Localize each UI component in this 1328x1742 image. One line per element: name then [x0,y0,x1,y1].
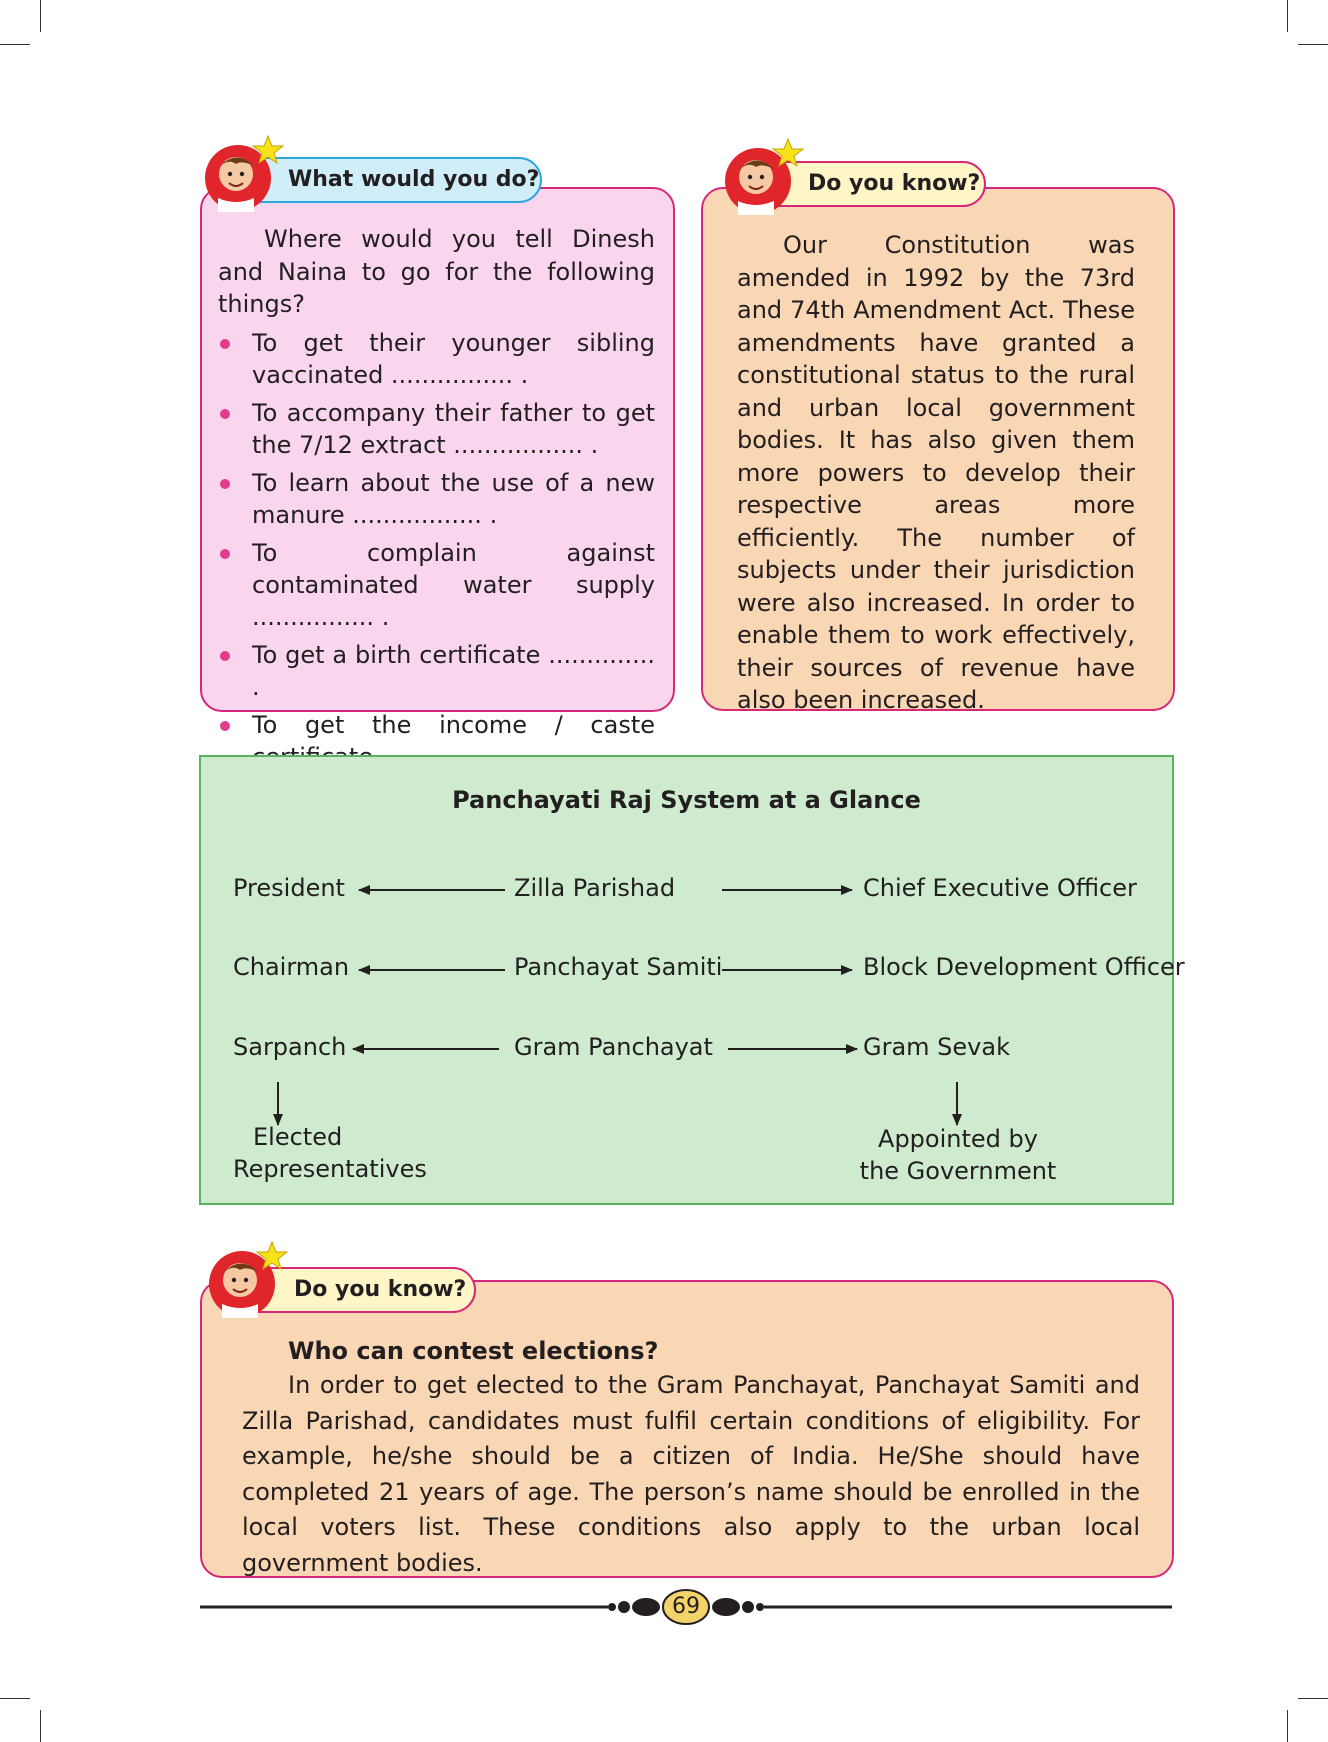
label-zilla-parishad: Zilla Parishad [514,874,676,902]
what-would-you-do-heading: What would you do? [208,157,542,203]
label-gram-sevak: Gram Sevak [863,1033,1010,1061]
do-you-know-heading-top: Do you know? [728,161,986,207]
activity-intro: Where would you tell Dinesh and Naina to go for the following things? [218,225,655,318]
list-item: To get a birth certificate .............. . [218,639,655,703]
list-item: To learn about the use of a new manure ................. . [218,467,655,531]
label-chairman: Chairman [233,953,350,981]
label-panchayat-samiti: Panchayat Samiti [514,953,723,981]
list-item: To get the income / caste [218,709,655,773]
label-gram-panchayat: Gram Panchayat [514,1033,713,1061]
constitution-amendment-text: Our Constitution was amended in 1992 by the 73rd and 74th Amendment Act. These amendments have granted a constitutional status to the rural and urban local government bodies. It has also given them more powers to develop their respective areas more efficiently. The number of subjects under their jurisdiction were also increased. In order to enable them to work effectively, their sources of revenue have also been increased. [737,231,1135,714]
label-representatives: Representatives [233,1155,427,1183]
label-appointed-by: Appointed by [878,1125,1038,1153]
do-you-know-heading-bottom: Do you know? [214,1267,476,1313]
diagram-title: Panchayati Raj System at a Glance [452,786,921,814]
list-item: To complain against contaminated water supply ................ . [218,537,655,633]
elections-text: In order to get elected to the Gram Panchayat, Panchayat Samiti and Zilla Parishad, candidates must fulfil certain conditions of eligibility. For example, he/she should be a citizen of India. He/She should have completed 21 years of age. The person’s name should be enrolled in the local voters list. These conditions also apply to the urban local government bodies. [242,1371,1140,1577]
label-the-government: the Government [859,1157,1057,1185]
label-elected: Elected [253,1123,343,1151]
label-president: President [233,874,345,902]
label-sarpanch: Sarpanch [233,1033,347,1061]
page-number: 69 [672,1594,700,1619]
elections-subheading: Who can contest elections? [288,1337,659,1365]
list-item: To accompany their father to get the 7/12 extract ................. . [218,397,655,461]
list-item: To get their younger sibling vaccinated ................ . [218,327,655,391]
label-block-development-officer: Block Development Officer [863,953,1185,981]
label-chief-executive-officer: Chief Executive Officer [863,874,1137,902]
